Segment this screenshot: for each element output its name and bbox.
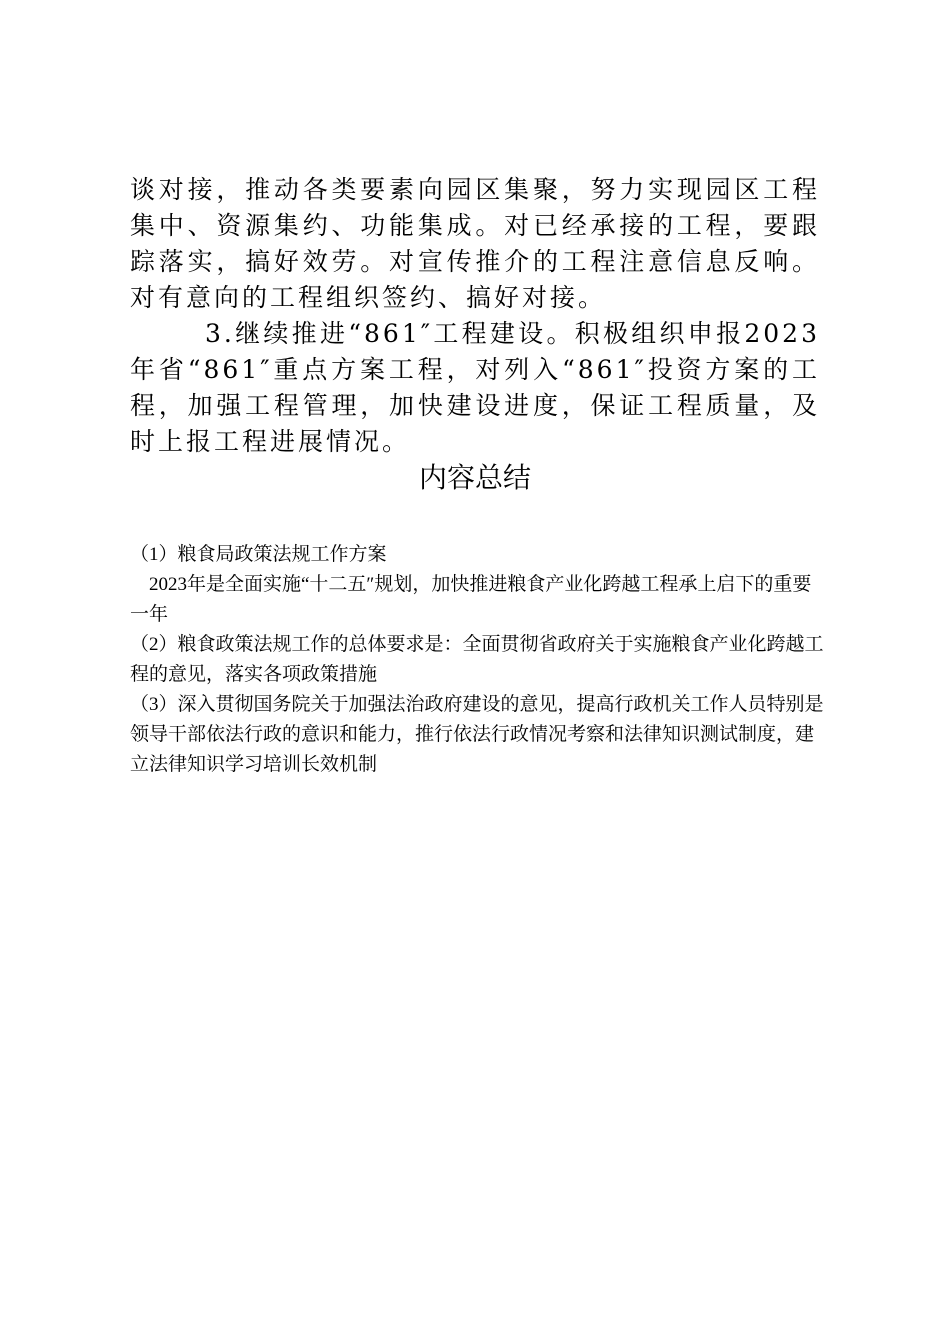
summary-title: 内容总结: [418, 461, 531, 494]
body-paragraph-item-3: 3.继续推进“861″工程建设。积极组织申报2023年省“861″重点方案工程，对列入“861″投资方案的工程，加强工程管理，加快建设进度，保证工程质量，及时上报工程进展情况。: [130, 319, 820, 456]
summary-item-2: （2）粮食政策法规工作的总体要求是：全面贯彻省政府关于实施粮食产业化跨越工程的意见，落实各项政策措施: [130, 634, 824, 685]
summary-item-1-detail: 2023年是全面实施“十二五″规划，加快推进粮食产业化跨越工程承上启下的重要一年: [130, 574, 812, 625]
summary-section: [130, 540, 830, 780]
summary-item-3: （3）深入贯彻国务院关于加强法治政府建设的意见，提高行政机关工作人员特别是领导干部依法行政的意识和能力，推行依法行政情况考察和法律知识测试制度，建立法律知识学习培训长效机制: [130, 694, 824, 775]
summary-item-1: （1）粮食局政策法规工作方案: [130, 544, 387, 565]
body-paragraph-continuation: 谈对接，推动各类要素向园区集聚，努力实现园区工程集中、资源集约、功能集成。对已经承接的工程，要跟踪落实，搞好效劳。对宣传推介的工程注意信息反响。对有意向的工程组织签约、搞好对接。: [130, 175, 820, 312]
body-text: [130, 172, 820, 460]
